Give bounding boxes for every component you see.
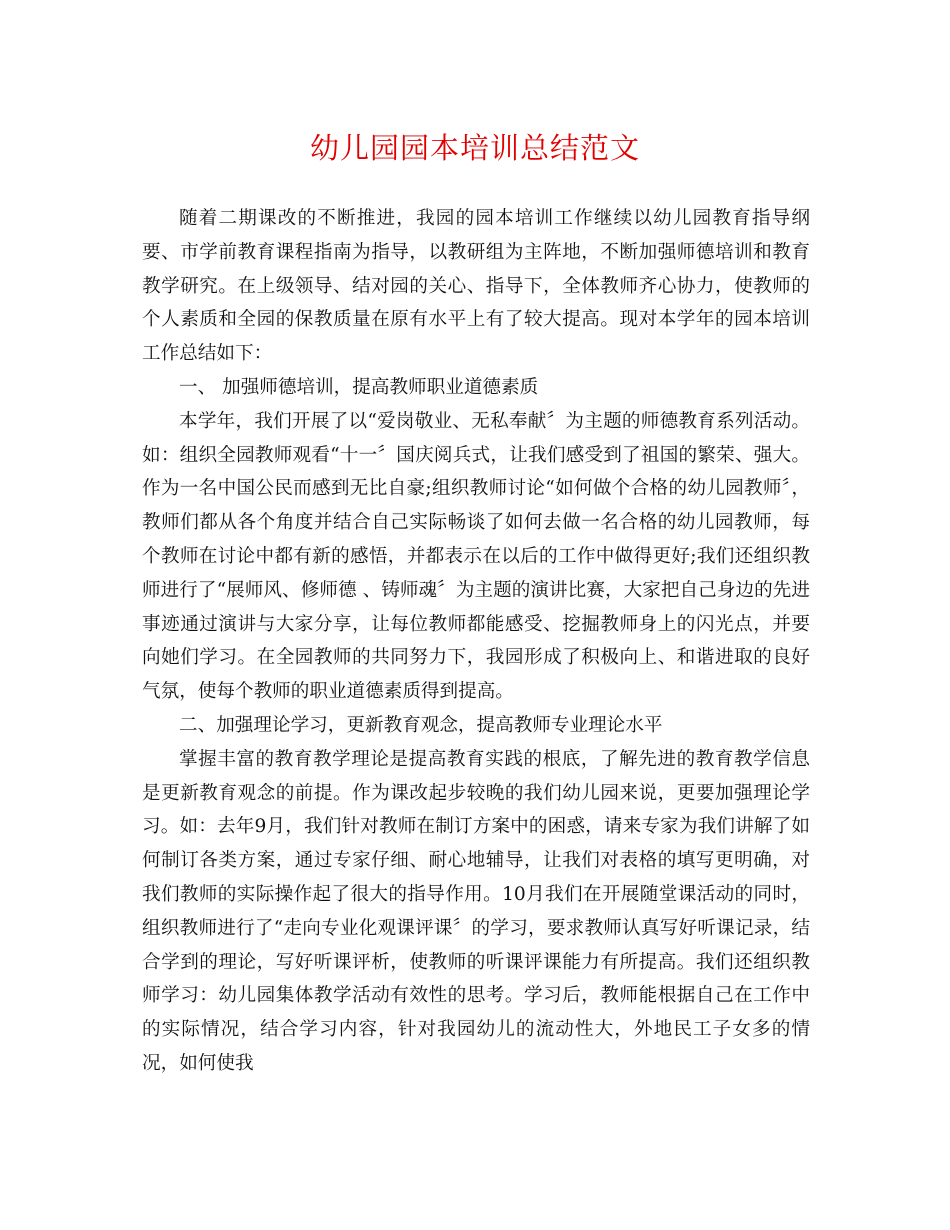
section-2-paragraph: 掌握丰富的教育教学理论是提高教育实践的根底，了解先进的教育教学信息是更新教育观念的前提。作为课改起步较晚的我们幼儿园来说，更要加强理论学习。如：去年9月，我们针对教师在制订方案中的困惑，请来专家为我们讲解了如何制订各类方案，通过专家仔细、耐心地辅导，让我们对表格的填写更明确，对我们教师的实际操作起了很大的指导作用。10月我们在开展随堂课活动的同时，组织教师进行了“走向专业化观课评课〞的学习，要求教师认真写好听课记录，结合学到的理论，写好听课评析，使教师的听课评课能力有所提高。我们还组织教师学习：幼儿园集体教学活动有效性的思考。学习后，教师能根据自己在工作中的实际情况，结合学习内容，针对我园幼儿的流动性大，外地民工子女多的情况，如何使我 bbox=[142, 748, 810, 1074]
section-heading-2: 二、加强理论学习，更新教育观念，提高教师专业理论水平 bbox=[179, 714, 663, 736]
section-1-paragraph: 本学年，我们开展了以“爱岗敬业、无私奉献〞为主题的师德教育系列活动。如：组织全园教师观看“十一〞国庆阅兵式，让我们感受到了祖国的繁荣、强大。作为一名中国公民而感到无比自豪;组织教师讨论“如何做个合格的幼儿园教师〞，教师们都从各个角度并结合自己实际畅谈了如何去做一名合格的幼儿园教师，每个教师在讨论中都有新的感悟，并都表示在以后的工作中做得更好;我们还组织教师进行了“展师风、修师德 、铸师魂〞为主题的演讲比赛，大家把自己身边的先进事迹通过演讲与大家分享，让每位教师都能感受、挖掘教师身上的闪光点，并要向她们学习。在全园教师的共同努力下，我园形成了积极向上、和谐进取的良好气氛，使每个教师的职业道德素质得到提高。 bbox=[142, 410, 810, 703]
document-title: 幼儿园园本培训总结范文 bbox=[309, 131, 640, 165]
section-heading-1: 一、 加强师德培训，提高教师职业道德素质 bbox=[179, 376, 539, 398]
document-body bbox=[142, 202, 810, 1081]
intro-paragraph: 随着二期课改的不断推进，我园的园本培训工作继续以幼儿园教育指导纲要、市学前教育课程指南为指导，以教研组为主阵地，不断加强师德培训和教育教学研究。在上级领导、结对园的关心、指导下，全体教师齐心协力，使教师的个人素质和全园的保教质量在原有水平上有了较大提高。现对本学年的园本培训工作总结如下： bbox=[142, 208, 810, 365]
